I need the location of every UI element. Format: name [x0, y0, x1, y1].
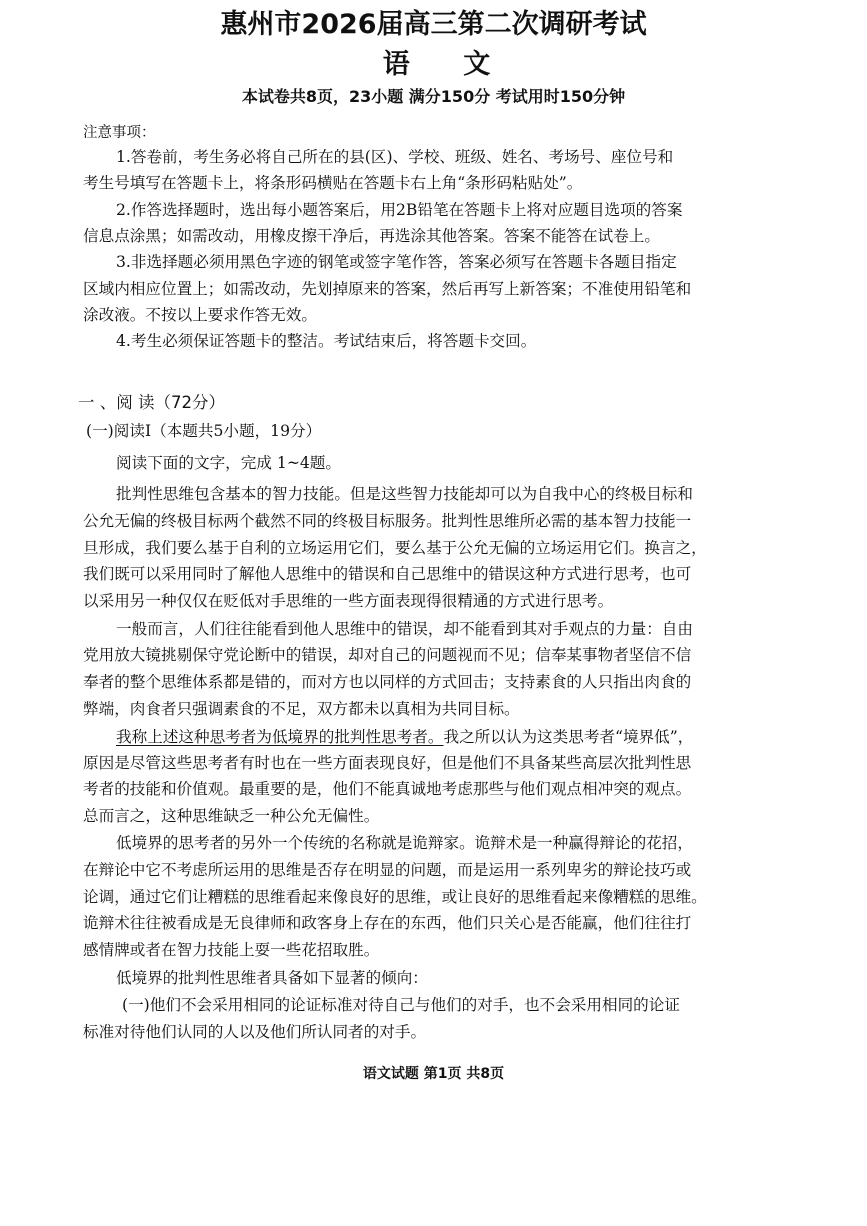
passage-line: 感情牌或者在智力技能上耍一些花招取胜。	[83, 941, 380, 959]
notice-line: 1.答卷前，考生务必将自己所在的县(区)、学校、班级、姓名、考场号、座位号和	[116, 148, 674, 166]
passage-line-rest: 我之所以认为这类思考者“境界低”，	[443, 728, 694, 746]
passage-line: 弊端，肉食者只强调素食的不足，双方都未以真相为共同目标。	[83, 700, 520, 718]
notice-line: 2.作答选择题时，选出每小题答案后，用2B铅笔在答题卡上将对应题目选项的答案	[116, 201, 683, 219]
passage-line: (一)他们不会采用相同的论证标准对待自己与他们的对手，也不会采用相同的论证	[122, 996, 680, 1014]
passage-line: 旦形成，我们要么基于自利的立场运用它们，要么基于公允无偏的立场运用它们。换言之，	[83, 539, 707, 557]
notice-heading: 注意事项：	[83, 125, 156, 141]
passage-line: 考者的技能和价值观。最重要的是，他们不能真诚地考虑那些与他们观点相冲突的观点。	[83, 780, 692, 798]
passage-line: 批判性思维包含基本的智力技能。但是这些智力技能却可以为自我中心的终极目标和	[116, 485, 693, 503]
exam-title: 惠州市2026届高三第二次调研考试	[220, 9, 647, 40]
passage-line: 党用放大镜挑剔保守党论断中的错误，却对自己的问题视而不见；信奉某事物者坚信不信	[83, 646, 692, 664]
passage-line: 总而言之，这种思维缺乏一种公允无偏性。	[83, 807, 380, 825]
notice-line: 3.非选择题必须用黑色字迹的钢笔或签字笔作答，答案必须写在答题卡各题目指定	[116, 253, 677, 271]
passage-line: 一般而言，人们往往能看到他人思维中的错误，却不能看到其对手观点的力量：自由	[116, 620, 693, 638]
section-title: 一 、阅 读（72分）	[78, 393, 225, 412]
instruction: 阅读下面的文字，完成 1~4题。	[116, 454, 341, 472]
subsection-title: (一)阅读Ⅰ（本题共5小题，19分）	[86, 422, 322, 440]
passage-line: 低境界的思考者的另外一个传统的名称就是诡辩家。诡辩术是一种赢得辩论的花招，	[116, 834, 693, 852]
passage-line: 标准对待他们认同的人以及他们所认同者的对手。	[83, 1023, 427, 1041]
passage-line: 在辩论中它不考虑所运用的思维是否存在明显的问题，而是运用一系列卑劣的辩论技巧或	[83, 861, 692, 879]
notice-line: 区域内相应位置上；如需改动，先划掉原来的答案，然后再写上新答案；不准使用铅笔和	[83, 280, 692, 298]
notice-line: 考生号填写在答题卡上，将条形码横贴在答题卡右上角“条形码粘贴处”。	[83, 174, 583, 192]
page-footer: 语文试题 第1页 共8页	[362, 1066, 505, 1082]
notice-line: 4.考生必须保证答题卡的整洁。考试结束后，将答题卡交回。	[116, 332, 537, 350]
passage-line: 奉者的整个思维体系都是错的，而对方也以同样的方式回击；支持素食的人只指出肉食的	[83, 673, 692, 691]
passage-line: 我们既可以采用同时了解他人思维中的错误和自己思维中的错误这种方式进行思考，也可	[83, 565, 692, 583]
exam-info: 本试卷共8页，23小题 满分150分 考试用时150分钟	[241, 87, 626, 106]
passage-line: 诡辩术往往被看成是无良律师和政客身上存在的东西，他们只关心是否能赢，他们往往打	[83, 914, 692, 932]
subject-title: 语 文	[382, 49, 513, 80]
passage-line: 公允无偏的终极目标两个截然不同的终极目标服务。批判性思维所必需的基本智力技能一	[83, 512, 692, 530]
passage-line: 原因是尽管这些思考者有时也在一些方面表现良好，但是他们不具备某些高层次批判性思	[83, 754, 692, 772]
passage-line: 论调，通过它们让糟糕的思维看起来像良好的思维，或让良好的思维看起来像糟糕的思维。	[83, 888, 707, 906]
notice-line: 信息点涂黑；如需改动，用橡皮擦干净后，再选涂其他答案。答案不能答在试卷上。	[83, 227, 660, 245]
passage-line: 以采用另一种仅仅在贬低对手思维的一些方面表现得很精通的方式进行思考。	[83, 592, 614, 610]
passage-line	[116, 727, 693, 747]
passage-line: 低境界的批判性思维者具备如下显著的倾向：	[116, 969, 428, 987]
notice-line: 涂改液。不按以上要求作答无效。	[83, 306, 317, 324]
underlined-sentence: 我称上述这种思考者为低境界的批判性思考者。	[116, 728, 444, 746]
